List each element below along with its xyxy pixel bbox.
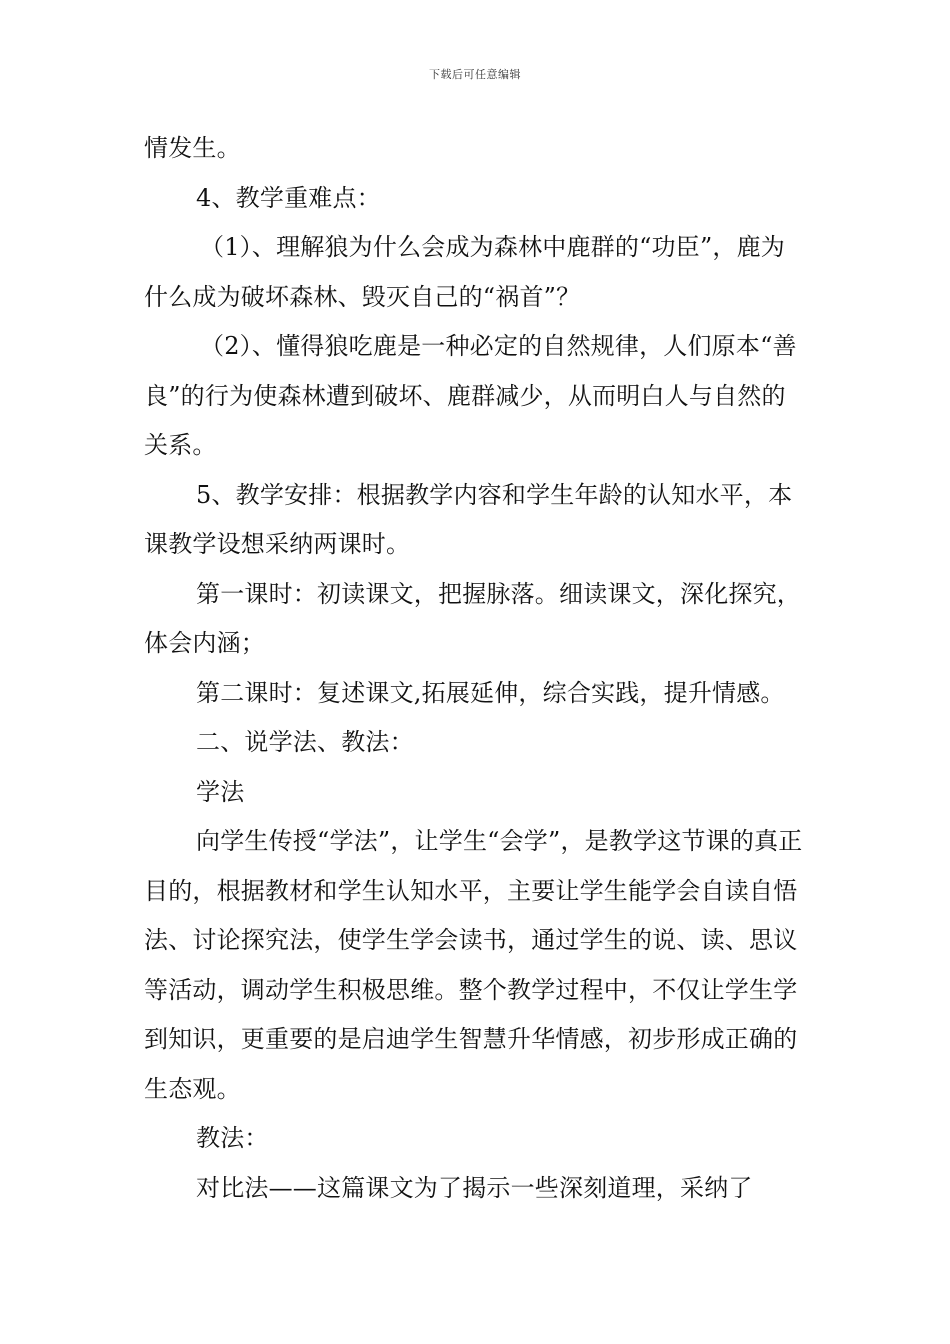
page-header: 下载后可任意编辑 bbox=[429, 68, 521, 81]
document-body bbox=[144, 124, 808, 1213]
paragraph-key-point-1: （1）、理解狼为什么会成为森林中鹿群的“功臣”，鹿为什么成为破坏森林、毁灭自己的“祸首”？ bbox=[144, 233, 786, 311]
paragraph-key-point-2: （2）、懂得狼吃鹿是一种必定的自然规律，人们原本“善良”的行为使森林遭到破坏、鹿群减少，从而明白人与自然的关系。 bbox=[144, 332, 797, 459]
subheading-teaching-method: 教法： bbox=[196, 1124, 269, 1152]
paragraph-teaching-arrangement: 5、教学安排：根据教学内容和学生年龄的认知水平，本课教学设想采纳两课时。 bbox=[144, 480, 793, 558]
paragraph-first-lesson: 第一课时：初读课文，把握脉落。细读课文，深化探究，体会内涵； bbox=[144, 579, 801, 657]
subheading-learning-method: 学法 bbox=[196, 777, 245, 806]
paragraph-key-points-heading: 4、教学重难点： bbox=[196, 183, 381, 212]
section-heading-methods: 二、说学法、教法： bbox=[196, 728, 414, 756]
paragraph-learning-method: 向学生传授“学法”，让学生“会学”，是教学这节课的真正目的，根据教材和学生认知水平，主要让学生能学会自读自悟法、讨论探究法，使学生学会读书，通过学生的说、读、思议等活动，调动学生积极思维。整个教学过程中，不仅让学生学到知识，更重要的是启迪学生智慧升华情感，初步形成正确的生态观。 bbox=[144, 827, 803, 1103]
paragraph-contrast-method: 对比法——这篇课文为了揭示一些深刻道理，采纳了 bbox=[196, 1173, 753, 1202]
paragraph-second-lesson: 第二课时：复述课文,拓展延伸，综合实践，提升情感。 bbox=[196, 678, 785, 707]
paragraph-continuation: 情发生。 bbox=[144, 134, 241, 162]
